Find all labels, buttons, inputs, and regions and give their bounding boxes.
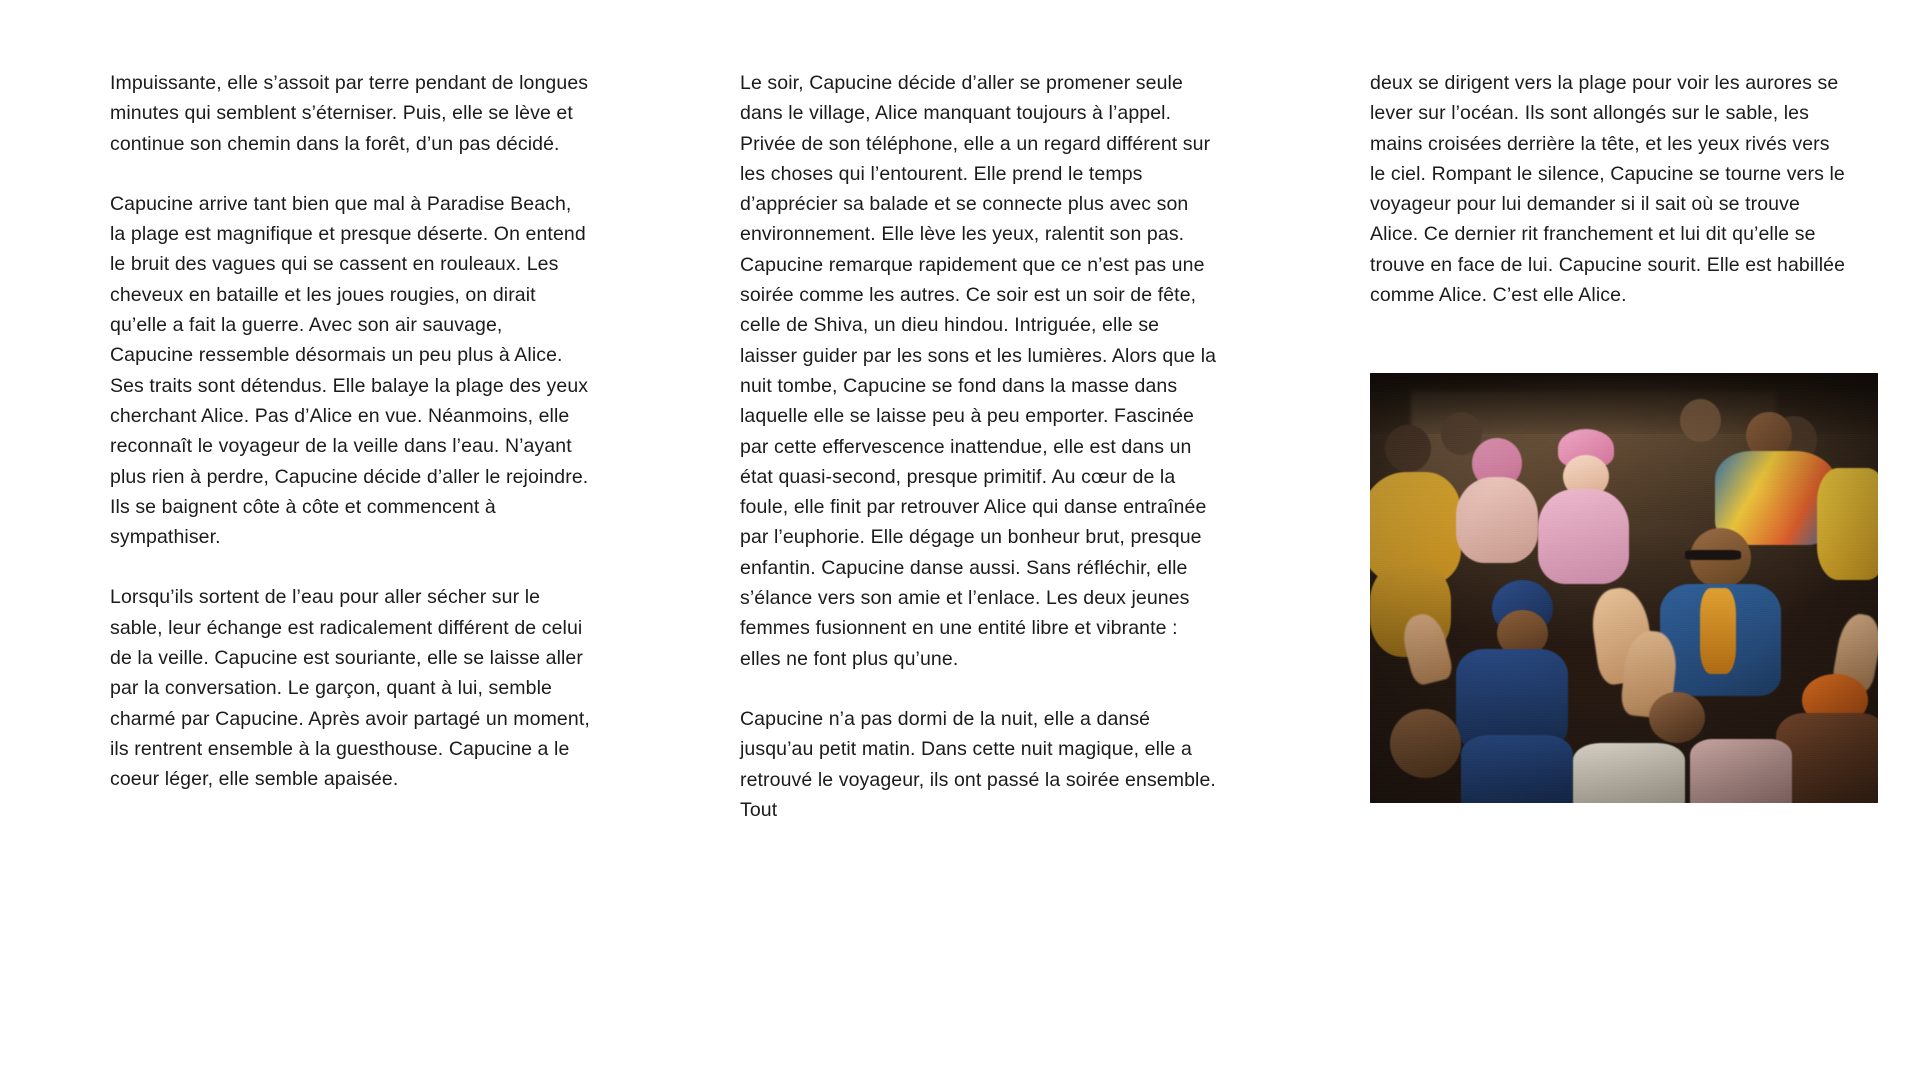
photo-figure	[1680, 399, 1721, 442]
photo-figure	[1817, 468, 1878, 580]
photo-figure	[1573, 743, 1685, 803]
column-2	[740, 68, 1220, 825]
photo-figure	[1538, 489, 1629, 584]
photo-figure	[1461, 735, 1573, 804]
paragraph: Capucine arrive tant bien que mal à Paradise Beach, la plage est magnifique et presque déserte. On entend le bruit des vagues qui se cassent en rouleaux. Les cheveux en bataille et les joues rougies, on dirait qu’elle a fait la guerre. Avec son air sauvage, Capucine ressemble désormais un peu plus à Alice. Ses traits sont détendus. Elle balaye la plage des yeux cherchant Alice. Pas d’Alice en vue. Néanmoins, elle reconnaît le voyageur de la veille dans l’eau. N’ayant plus rien à perdre, Capucine décide d’aller le rejoindre. Ils se baignent côte à côte et commencent à sympathiser.	[110, 192, 589, 549]
column-1	[110, 68, 590, 825]
photo-figure	[1385, 425, 1431, 472]
photo-figure	[1776, 713, 1878, 803]
paragraph: Impuissante, elle s’assoit par terre pendant de longues minutes qui semblent s’éterniser. Puis, elle se lève et continue son chemin dans la forêt, d’un pas décidé.	[110, 72, 589, 155]
photo-figure	[1649, 692, 1705, 744]
photo-figure	[1685, 550, 1741, 561]
text-columns	[110, 68, 1850, 825]
photo-figure	[1456, 477, 1537, 563]
photo-figure	[1690, 739, 1792, 804]
photo-figure	[1390, 709, 1461, 778]
column-3	[1370, 68, 1850, 825]
paragraph: deux se dirigent vers la plage pour voir les aurores se lever sur l’océan. Ils sont allongés sur le sable, les mains croisées derrière la tête, et les yeux rivés vers le ciel. Rompant le silence, Capucine se tourne vers le voyageur pour lui demander si il sait où se trouve Alice. Ce dernier rit franchement et lui dit qu’elle se trouve en face de lui. Capucine sourit. Elle est habillée comme Alice. C’est elle Alice.	[1370, 72, 1846, 307]
paragraph: Capucine n’a pas dormi de la nuit, elle a dansé jusqu’au petit matin. Dans cette nuit magique, elle a retrouvé le voyageur, ils ont passé la soirée ensemble. Tout	[740, 707, 1216, 821]
photo-figure	[1700, 588, 1736, 674]
crowd-festival-photo	[1370, 373, 1878, 803]
paragraph: Lorsqu’ils sortent de l’eau pour aller sécher sur le sable, leur échange est radicalement différent de celui de la veille. Capucine est souriante, elle se laisse aller par la conversation. Le garçon, quant à lui, semble charmé par Capucine. Après avoir partagé un moment, ils rentrent ensemble à la guesthouse. Capucine a le coeur léger, elle semble apaisée.	[110, 586, 590, 791]
paragraph: Le soir, Capucine décide d’aller se promener seule dans le village, Alice manquant toujours à l’appel. Privée de son téléphone, elle a un regard différent sur les choses qui l’entourent. Elle prend le temps d’apprécier sa balade et se connecte plus avec son environnement. Elle lève les yeux, ralentit son pas. Capucine remarque rapidement que ce n’est pas une soirée comme les autres. Ce soir est un soir de fête, celle de Shiva, un dieu hindou. Intriguée, elle se laisser guider par les sons et les lumières. Alors que la nuit tombe, Capucine se fond dans la masse dans laquelle elle se laisse peu à peu emporter. Fascinée par cette effervescence inattendue, elle est dans un état quasi-second, presque primitif. Au cœur de la foule, elle finit par retrouver Alice qui danse entraînée par l’euphorie. Elle dégage un bonheur brut, presque enfantin. Capucine danse aussi. Sans réfléchir, elle s’élance vers son amie et l’enlace. Les deux jeunes femmes fusionnent en une entité libre et vibrante : elles ne font plus qu’une.	[740, 72, 1217, 670]
